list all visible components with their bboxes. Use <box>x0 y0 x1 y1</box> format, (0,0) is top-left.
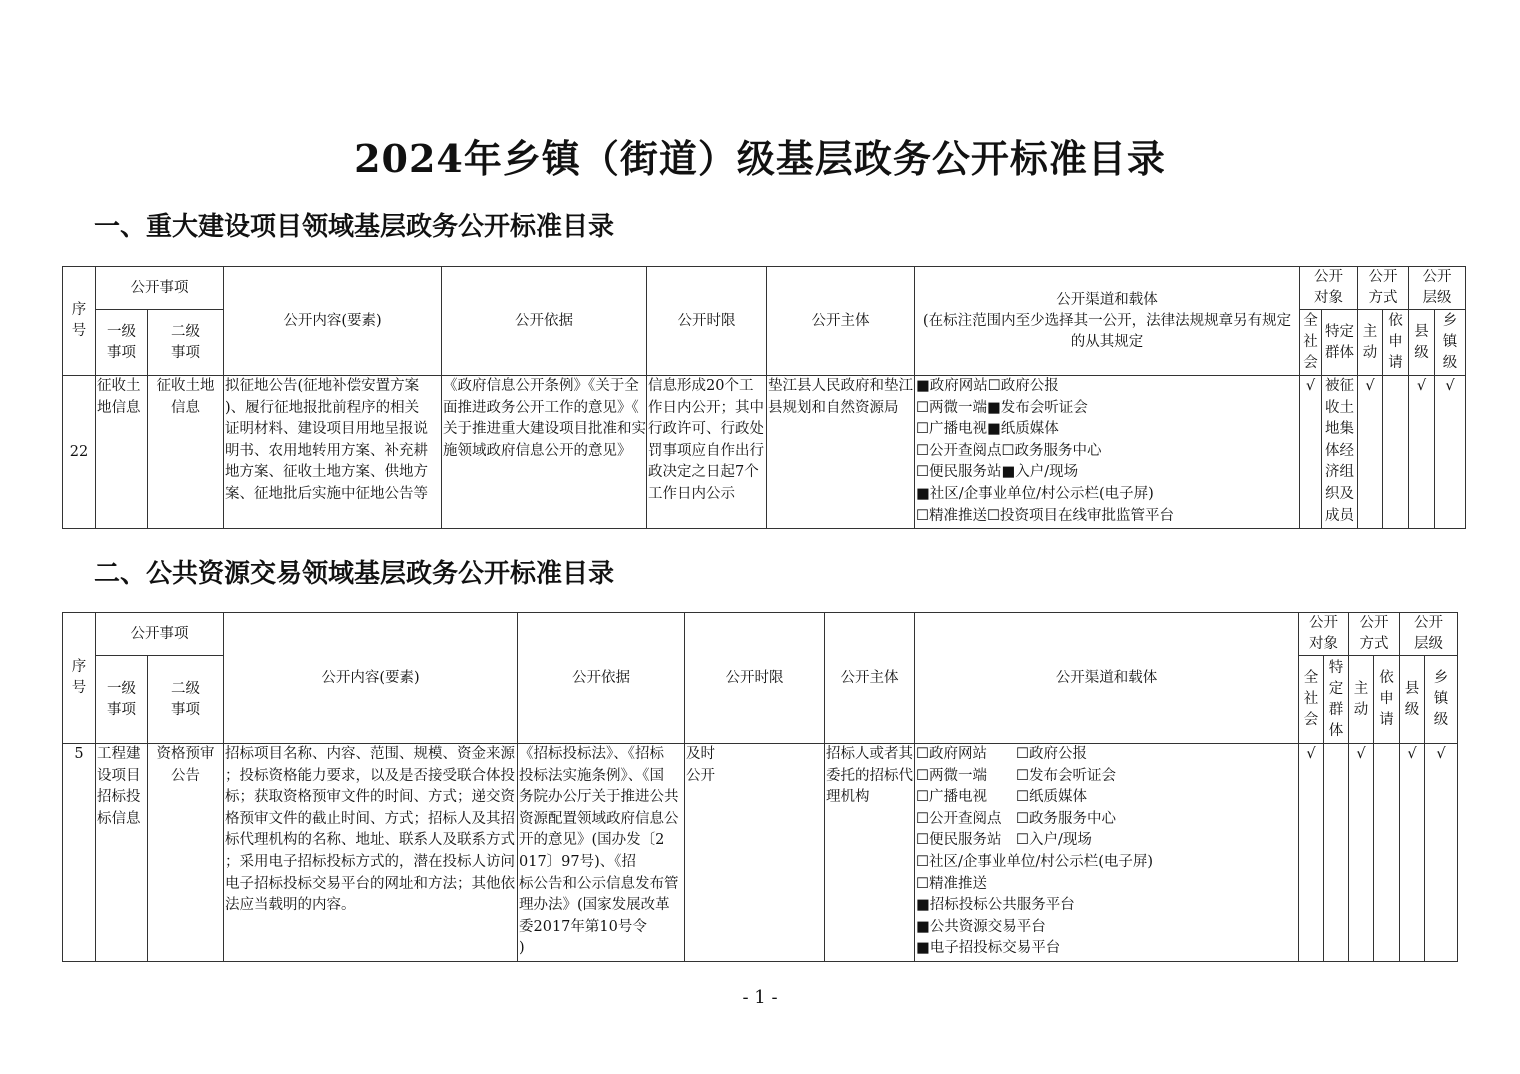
channel-item: ☐社区/企事业单位/村公示栏(电子屏) <box>916 853 1154 870</box>
header-mode-active: 主 动 <box>1358 310 1383 376</box>
section-1-heading: 一、重大建设项目领域基层政务公开标准目录 <box>94 212 615 242</box>
channel-item: ■社区/企事业单位/村公示栏(电子屏) <box>916 485 1154 502</box>
table-section-1 <box>62 266 1466 529</box>
row-target-all: √ <box>1300 376 1322 529</box>
header-level1: 一级 事项 <box>96 656 148 744</box>
section-2-heading: 二、公共资源交易领域基层政务公开标准目录 <box>94 559 615 589</box>
header-channel: 公开渠道和载体 <box>915 613 1299 744</box>
table-section-2 <box>62 612 1458 962</box>
header-channel-title: 公开渠道和载体 <box>1056 291 1158 308</box>
channel-item: ☐精准推送☐投资项目在线审批监管平台 <box>916 507 1174 524</box>
row-seq: 5 <box>63 744 96 962</box>
header-target: 公开 对象 <box>1299 613 1349 656</box>
header-level-county: 县 级 <box>1409 310 1435 376</box>
row-mode-active: √ <box>1358 376 1383 529</box>
row-time: 及时 公开 <box>685 744 825 962</box>
header-time: 公开时限 <box>685 613 825 744</box>
row-level-county: √ <box>1400 744 1425 962</box>
header-target-all: 全 社 会 <box>1300 310 1322 376</box>
header-level1: 一级 事项 <box>96 310 148 376</box>
header-content: 公开内容(要素) <box>224 267 442 376</box>
header-matter: 公开事项 <box>96 267 224 310</box>
header-target-group: 特定 群体 <box>1322 310 1358 376</box>
header-subject: 公开主体 <box>825 613 915 744</box>
header-mode: 公开 方式 <box>1358 267 1409 310</box>
header-subject: 公开主体 <box>767 267 915 376</box>
channel-item: ☐两微一端■发布会听证会 <box>916 399 1088 416</box>
header-mode: 公开 方式 <box>1349 613 1400 656</box>
channel-item: ☐广播电视■纸质媒体 <box>916 421 1059 438</box>
row-level2: 资格预审 公告 <box>148 744 224 962</box>
row-basis: 《政府信息公开条例》《关于全 面推进政务公开工作的意见》《 关于推进重大建设项目批准和实 施领域政府信息公开的意见》 <box>442 376 647 529</box>
row-channels <box>915 376 1300 529</box>
row-content: 拟征地公告(征地补偿安置方案 )、履行征地报批前程序的相关 证明材料、建设项目用地呈报说 明书、农用地转用方案、补充耕 地方案、征收土地方案、供地方 案、征地批后实施中征地公告等 <box>224 376 442 529</box>
header-target-all: 全 社 会 <box>1299 656 1324 744</box>
row-mode-active: √ <box>1349 744 1374 962</box>
channel-item: ☐便民服务站 ☐入户/现场 <box>916 832 1092 849</box>
table-row <box>63 376 1466 529</box>
channel-item: ■政府网站☐政府公报 <box>916 378 1059 394</box>
row-target-group <box>1324 744 1349 962</box>
row-level1: 工程建 设项目 招标投 标信息 <box>96 744 148 962</box>
row-target-all: √ <box>1299 744 1324 962</box>
header-channel-note: (在标注范围内至少选择其一公开，法律法规规章另有规定的从其规定 <box>922 312 1292 350</box>
header-seq: 序 号 <box>63 613 96 744</box>
row-mode-apply <box>1374 744 1400 962</box>
row-target-group: 被征 收土 地集 体经 济组 织及 成员 <box>1322 376 1358 529</box>
row-subject: 招标人或者其 委托的招标代 理机构 <box>825 744 915 962</box>
header-mode-active: 主 动 <box>1349 656 1374 744</box>
header-channel <box>915 267 1300 376</box>
channel-item: ☐广播电视 ☐纸质媒体 <box>916 789 1087 806</box>
row-level-town: √ <box>1425 744 1458 962</box>
header-level-town: 乡 镇 级 <box>1435 310 1466 376</box>
header-mode-apply: 依 申 请 <box>1383 310 1409 376</box>
header-basis: 公开依据 <box>518 613 685 744</box>
header-level: 公开 层级 <box>1409 267 1466 310</box>
row-time: 信息形成20个工 作日内公开；其中 行政许可、行政处 罚事项应自作出行 政决定之日起7个 工作日内公示 <box>647 376 767 529</box>
channel-item: ☐便民服务站■入户/现场 <box>916 464 1079 481</box>
header-content: 公开内容(要素) <box>224 613 518 744</box>
row-basis: 《招标投标法》、《招标 投标法实施条例》、《国 务院办公厅关于推进公共 资源配置领域政府信息公 开的意见》(国办发〔2 017〕97号)、《招 标公告和公示信息发布管 理办法》(国家发展改革 委2017年第10号令 ) <box>518 744 685 962</box>
channel-item: ■电子招投标交易平台 <box>916 940 1061 957</box>
row-content: 招标项目名称、内容、范围、规模、资金来源 ；投标资格能力要求，以及是否接受联合体投 标；获取资格预审文件的时间、方式；递交资 格预审文件的截止时间、方式；招标人及其招 标代理机构的名称、地址、联系人及联系方式 ；采用电子招标投标方式的，潜在投标人访问 电子招标投标交易平台的网址和方法；其他依 法应当载明的内容。 <box>224 744 518 962</box>
row-mode-apply <box>1383 376 1409 529</box>
header-seq: 序 号 <box>63 267 96 376</box>
page-number: - 1 - <box>742 987 778 1008</box>
header-level-town: 乡 镇 级 <box>1425 656 1458 744</box>
table-row <box>63 744 1458 962</box>
header-time: 公开时限 <box>647 267 767 376</box>
row-channels <box>915 744 1299 962</box>
channel-item: ■招标投标公共服务平台 <box>916 897 1075 914</box>
channel-item: ☐政府网站 ☐政府公报 <box>916 746 1087 762</box>
header-mode-apply: 依 申 请 <box>1374 656 1400 744</box>
row-level1: 征收土 地信息 <box>96 376 148 529</box>
row-seq: 22 <box>63 376 96 529</box>
header-level-county: 县 级 <box>1400 656 1425 744</box>
channel-item: ■公共资源交易平台 <box>916 918 1046 935</box>
row-level2: 征收土地 信息 <box>148 376 224 529</box>
channel-item: ☐两微一端 ☐发布会听证会 <box>916 767 1116 784</box>
header-target: 公开 对象 <box>1300 267 1358 310</box>
header-level2: 二级 事项 <box>148 656 224 744</box>
channel-item: ☐公开查阅点 ☐政务服务中心 <box>916 810 1116 827</box>
header-basis: 公开依据 <box>442 267 647 376</box>
header-level: 公开 层级 <box>1400 613 1458 656</box>
row-level-county: √ <box>1409 376 1435 529</box>
page-title: 2024年乡镇（街道）级基层政务公开标准目录 <box>354 136 1166 181</box>
channel-item: ☐公开查阅点☐政务服务中心 <box>916 442 1102 459</box>
row-level-town: √ <box>1435 376 1466 529</box>
header-matter: 公开事项 <box>96 613 224 656</box>
channel-item: ☐精准推送 <box>916 875 987 892</box>
header-target-group: 特 定 群 体 <box>1324 656 1349 744</box>
row-subject: 垫江县人民政府和垫江 县规划和自然资源局 <box>767 376 915 529</box>
header-level2: 二级 事项 <box>148 310 224 376</box>
